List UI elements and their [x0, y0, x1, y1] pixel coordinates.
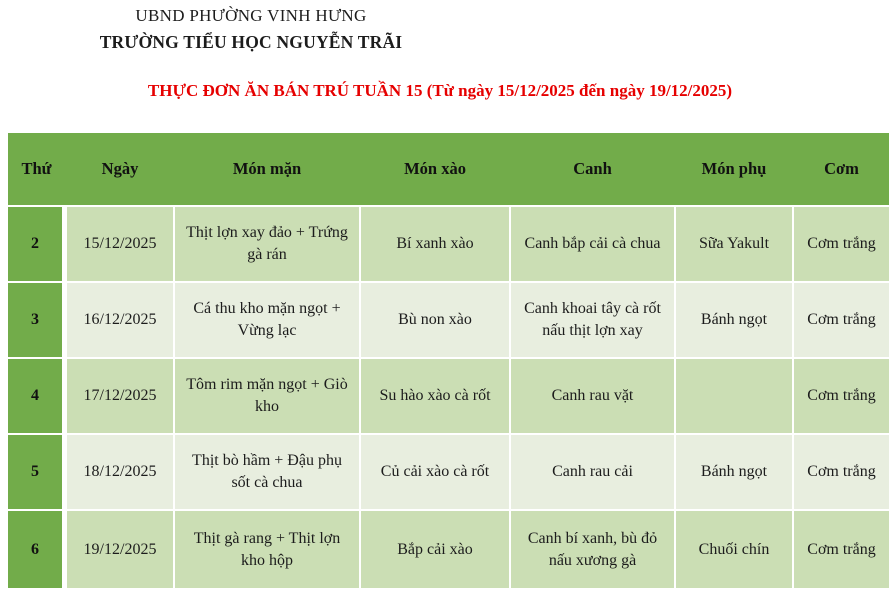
cell-com: Cơm trắng — [794, 435, 889, 509]
column-header-mon-man: Món mặn — [175, 133, 359, 205]
menu-title: THỰC ĐƠN ĂN BÁN TRÚ TUẦN 15 (Từ ngày 15/12/2025 đến ngày 19/12/2025) — [147, 81, 733, 100]
column-header-mon-xao: Món xào — [361, 133, 509, 205]
cell-canh: Canh bắp cải cà chua — [511, 207, 674, 281]
column-header-com: Cơm — [794, 133, 889, 205]
cell-mon-phu: Chuối chín — [676, 511, 792, 588]
cell-ngay: 18/12/2025 — [67, 435, 173, 509]
cell-com: Cơm trắng — [794, 207, 889, 281]
day-number-cell: 2 — [8, 207, 65, 281]
org-name: UBND PHƯỜNG VINH HƯNG — [135, 6, 367, 25]
cell-ngay: 16/12/2025 — [67, 283, 173, 357]
cell-com: Cơm trắng — [794, 511, 889, 588]
column-header-canh: Canh — [511, 133, 674, 205]
school-name: TRƯỜNG TIỂU HỌC NGUYỄN TRÃI — [99, 31, 403, 52]
cell-mon-phu: Bánh ngọt — [676, 283, 792, 357]
cell-mon-man: Thịt lợn xay đảo + Trứng gà rán — [175, 207, 359, 281]
cell-mon-xao: Bù non xào — [361, 283, 509, 357]
cell-ngay: 17/12/2025 — [67, 359, 173, 433]
cell-ngay: 19/12/2025 — [67, 511, 173, 588]
cell-ngay: 15/12/2025 — [67, 207, 173, 281]
cell-mon-man: Tôm rim mặn ngọt + Giò kho — [175, 359, 359, 433]
cell-mon-man: Cá thu kho mặn ngọt + Vừng lạc — [175, 283, 359, 357]
day-number-cell: 4 — [8, 359, 65, 433]
cell-mon-xao: Củ cải xào cà rốt — [361, 435, 509, 509]
column-header-ngay: Ngày — [67, 133, 173, 205]
cell-mon-man: Thịt gà rang + Thịt lợn kho hộp — [175, 511, 359, 588]
cell-mon-phu — [676, 359, 792, 433]
cell-canh: Canh rau cải — [511, 435, 674, 509]
cell-mon-phu: Bánh ngọt — [676, 435, 792, 509]
cell-canh: Canh khoai tây cà rốt nấu thịt lợn xay — [511, 283, 674, 357]
cell-mon-xao: Bắp cải xào — [361, 511, 509, 588]
cell-mon-xao: Su hào xào cà rốt — [361, 359, 509, 433]
cell-mon-phu: Sữa Yakult — [676, 207, 792, 281]
org-header — [31, 3, 471, 55]
column-header-mon-phu: Món phụ — [676, 133, 792, 205]
cell-mon-man: Thịt bò hầm + Đậu phụ sốt cà chua — [175, 435, 359, 509]
cell-canh: Canh rau vặt — [511, 359, 674, 433]
day-number-cell: 3 — [8, 283, 65, 357]
menu-table-header-row — [8, 133, 889, 205]
day-number-cell: 6 — [8, 511, 65, 588]
day-number-cell: 5 — [8, 435, 65, 509]
menu-table-body — [8, 207, 889, 588]
column-header-thu: Thứ — [8, 133, 65, 205]
cell-com: Cơm trắng — [794, 359, 889, 433]
cell-mon-xao: Bí xanh xào — [361, 207, 509, 281]
cell-canh: Canh bí xanh, bù đỏ nấu xương gà — [511, 511, 674, 588]
cell-com: Cơm trắng — [794, 283, 889, 357]
